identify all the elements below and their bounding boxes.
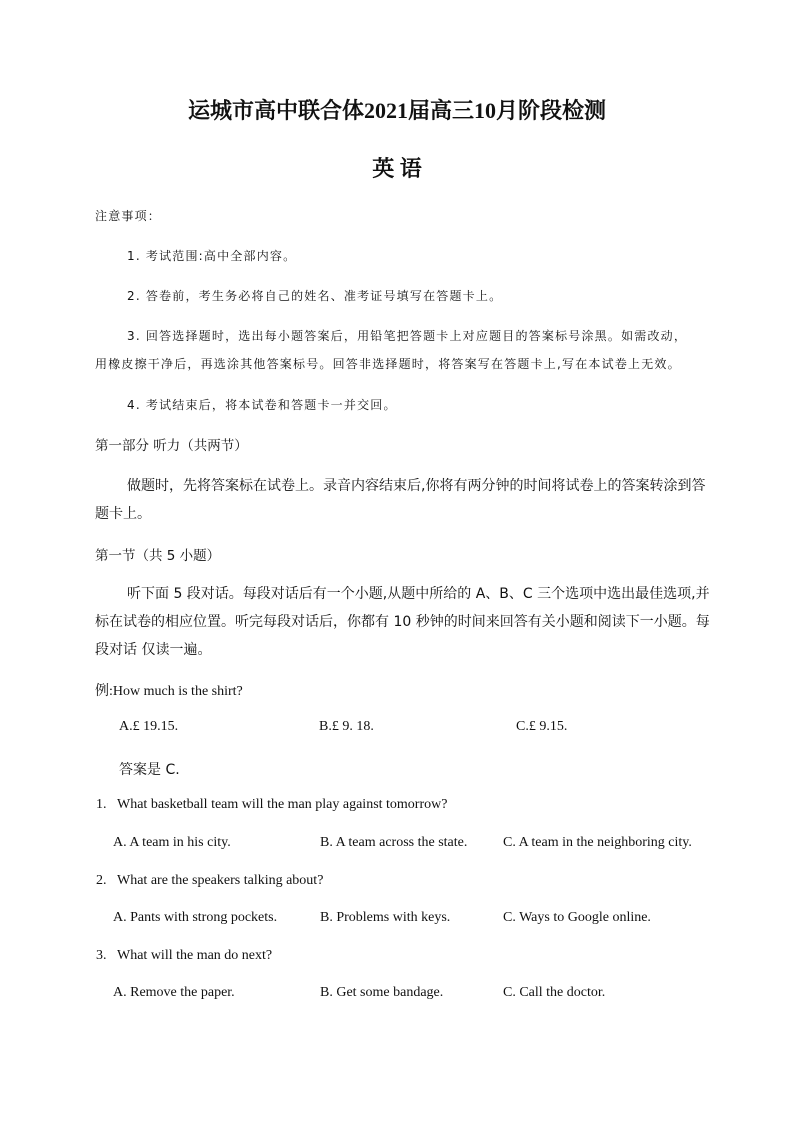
notice-item-1: 1. 考试范围:高中全部内容。 [127,249,297,263]
example-option-b: B.£ 9. 18. [319,719,374,734]
question-number: 3. [96,948,107,963]
option-b: B. A team across the state. [320,835,468,850]
option-b: B. Problems with keys. [320,910,451,925]
exam-title: 运城市高中联合体2021届高三10月阶段检测 [187,98,606,123]
section1-intro-line-3: 段对话 仅读一遍。 [95,642,212,658]
section1-heading: 第一节（共 5 小题） [95,548,221,564]
example-answer: 答案是 C. [119,762,180,778]
part1-intro-line-1: 做题时，先将答案标在试卷上。录音内容结束后,你将有两分钟的时间将试卷上的答案转涂到答 [127,478,706,494]
question-text: What will the man do next? [117,948,273,963]
example-option-c: C.£ 9.15. [516,719,568,734]
section1-intro-line-1: 听下面 5 段对话。每段对话后有一个小题,从题中所给的 A、B、C 三个选项中选出最佳选项,并 [127,586,710,602]
subject-title: 英 语 [372,156,422,181]
notice-item-3-line-2: 用橡皮擦干净后，再选涂其他答案标号。回答非选择题时，将答案写在答题卡上,写在本试卷上无效。 [95,357,681,371]
option-c: C. A team in the neighboring city. [503,835,692,850]
part1-heading: 第一部分 听力（共两节） [95,438,248,454]
question-number: 1. [96,797,107,812]
section1-intro-line-2: 标在试卷的相应位置。听完每段对话后，你都有 10 秒钟的时间来回答有关小题和阅读下一小题。每 [95,614,710,630]
question-text: What basketball team will the man play against tomorrow? [117,797,448,812]
option-c: C. Call the doctor. [503,985,606,1000]
option-a: A. Remove the paper. [113,985,235,1000]
part1-intro-line-2: 题卡上。 [95,506,151,522]
notice-heading: 注意事项： [95,209,162,223]
question-text: What are the speakers talking about? [117,873,324,888]
option-a: A. A team in his city. [113,835,231,850]
example-option-a: A.£ 19.15. [119,719,179,734]
question-number: 2. [96,873,107,888]
option-b: B. Get some bandage. [320,985,444,1000]
notice-item-2: 2. 答卷前，考生务必将自己的姓名、准考证号填写在答题卡上。 [127,289,503,303]
option-a: A. Pants with strong pockets. [113,910,278,925]
notice-item-3-line-1: 3. 回答选择题时，选出每小题答案后，用铅笔把答题卡上对应题目的答案标号涂黑。如需改动， [127,329,688,343]
option-c: C. Ways to Google online. [503,910,651,925]
notice-item-4: 4. 考试结束后，将本试卷和答题卡一并交回。 [127,398,397,412]
example-question: 例:How much is the shirt? [95,684,243,699]
